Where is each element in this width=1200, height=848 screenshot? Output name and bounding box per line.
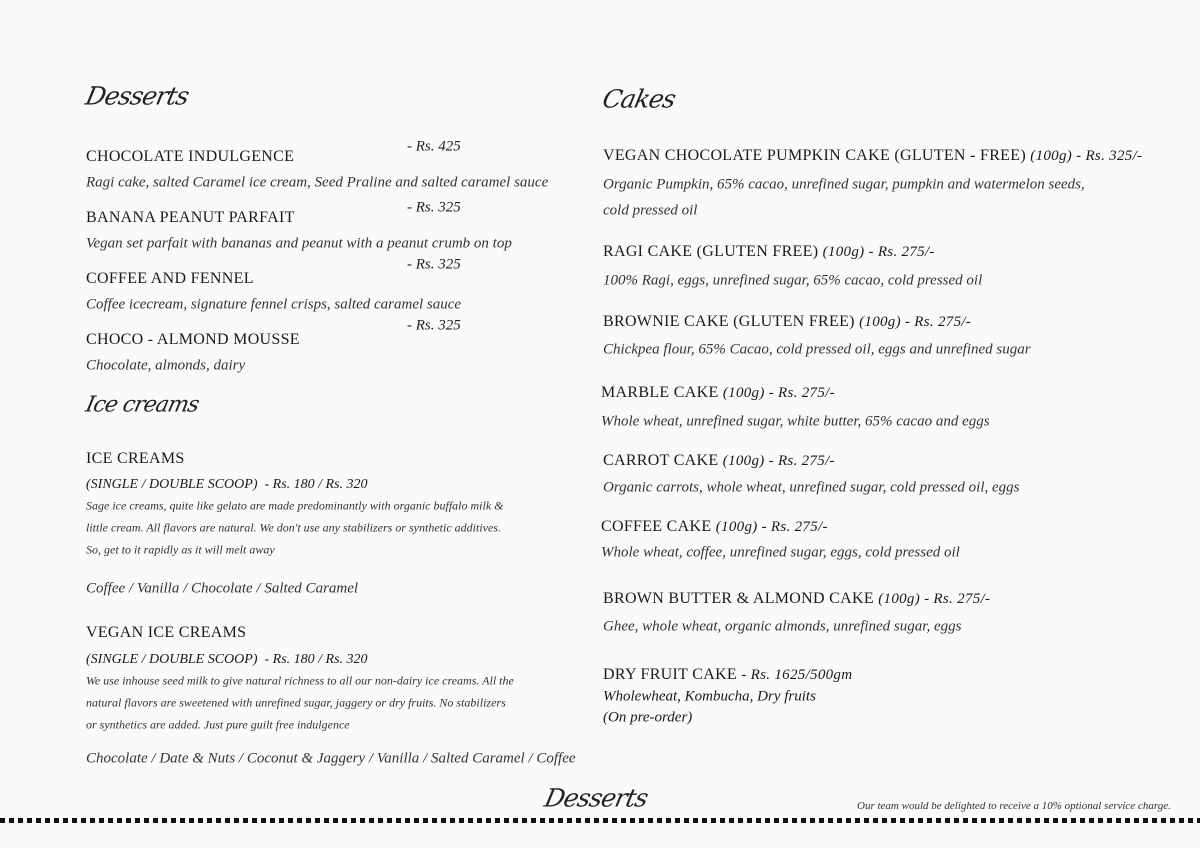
footer-section-title: Desserts bbox=[541, 783, 651, 813]
cake-desc: Organic Pumpkin, 65% cacao, unrefined sugar, pumpkin and watermelon seeds, bbox=[603, 176, 1085, 193]
cake-desc: 100% Ragi, eggs, unrefined sugar, 65% cacao, cold pressed oil bbox=[603, 272, 983, 289]
ice-cream-flavors: Chocolate / Date & Nuts / Coconut & Jaggery / Vanilla / Salted Caramel / Coffee bbox=[86, 750, 576, 767]
dessert-price: - Rs. 325 bbox=[407, 256, 461, 273]
cake-desc: Ghee, whole wheat, organic almonds, unrefined sugar, eggs bbox=[603, 618, 962, 635]
cake-name: COFFEE CAKE bbox=[601, 518, 712, 535]
cake-title bbox=[601, 384, 835, 402]
ice-cream-desc: little cream. All flavors are natural. We don't use any stabilizers or synthetic additives. bbox=[86, 520, 501, 535]
cake-price: (100g) - Rs. 275/- bbox=[722, 453, 835, 469]
ice-cream-name: VEGAN ICE CREAMS bbox=[86, 624, 247, 641]
scoop-label: (SINGLE / DOUBLE SCOOP) bbox=[86, 477, 258, 492]
cake-desc: Chickpea flour, 65% Cacao, cold pressed oil, eggs and unrefined sugar bbox=[603, 341, 1031, 358]
dessert-name: COFFEE AND FENNEL bbox=[86, 270, 254, 287]
cake-name: CARROT CAKE bbox=[603, 452, 719, 469]
cake-title bbox=[603, 666, 852, 684]
dessert-desc: Chocolate, almonds, dairy bbox=[86, 357, 246, 374]
cake-desc: (On pre-order) bbox=[603, 709, 693, 726]
cake-name: BROWNIE CAKE (GLUTEN FREE) bbox=[603, 313, 855, 330]
cake-desc: Whole wheat, unrefined sugar, white butter, 65% cacao and eggs bbox=[601, 413, 990, 430]
dessert-desc: Vegan set parfait with bananas and peanut with a peanut crumb on top bbox=[86, 235, 512, 252]
scoop-label: (SINGLE / DOUBLE SCOOP) bbox=[86, 652, 258, 667]
cake-desc: Organic carrots, whole wheat, unrefined sugar, cold pressed oil, eggs bbox=[603, 479, 1020, 496]
cake-name: RAGI CAKE (GLUTEN FREE) bbox=[603, 243, 819, 260]
ice-cream-desc: Sage ice creams, quite like gelato are made predominantly with organic buffalo milk & bbox=[86, 498, 504, 513]
scoop-price: - Rs. 180 / Rs. 320 bbox=[264, 477, 368, 492]
dessert-price: - Rs. 425 bbox=[407, 138, 461, 155]
scoop-price: - Rs. 180 / Rs. 320 bbox=[264, 652, 368, 667]
cakes-heading: Cakes bbox=[599, 84, 678, 114]
cake-name: BROWN BUTTER & ALMOND CAKE bbox=[603, 590, 874, 607]
cake-desc: Wholewheat, Kombucha, Dry fruits bbox=[603, 688, 816, 705]
ice-cream-name: ICE CREAMS bbox=[86, 450, 185, 467]
cake-price: (100g) - Rs. 275/- bbox=[859, 314, 972, 330]
cake-price: (100g) - Rs. 275/- bbox=[878, 591, 991, 607]
dotted-divider bbox=[0, 818, 1200, 823]
cake-title bbox=[603, 590, 990, 608]
cake-name: MARBLE CAKE bbox=[601, 384, 719, 401]
cake-title bbox=[603, 313, 971, 331]
dessert-price: - Rs. 325 bbox=[407, 317, 461, 334]
cake-price: (100g) - Rs. 275/- bbox=[715, 519, 828, 535]
ice-cream-desc: So, get to it rapidly as it will melt away bbox=[86, 542, 275, 557]
ice-cream-desc: or synthetics are added. Just pure guilt free indulgence bbox=[86, 717, 350, 732]
dessert-name: CHOCO - ALMOND MOUSSE bbox=[86, 331, 300, 348]
cake-desc: Whole wheat, coffee, unrefined sugar, eggs, cold pressed oil bbox=[601, 544, 960, 561]
service-charge-note: Our team would be delighted to receive a 10% optional service charge. bbox=[857, 800, 1171, 812]
cake-title bbox=[603, 452, 835, 470]
dessert-desc: Ragi cake, salted Caramel ice cream, Seed Praline and salted caramel sauce bbox=[86, 174, 549, 191]
ice-creams-heading: Ice creams bbox=[83, 392, 201, 418]
cake-price: (100g) - Rs. 275/- bbox=[722, 385, 835, 401]
cake-title bbox=[603, 243, 935, 261]
dessert-price: - Rs. 325 bbox=[407, 199, 461, 216]
desserts-heading: Desserts bbox=[82, 81, 192, 111]
dessert-name: CHOCOLATE INDULGENCE bbox=[86, 148, 295, 165]
cake-price: - Rs. 1625/500gm bbox=[741, 667, 853, 683]
dessert-name: BANANA PEANUT PARFAIT bbox=[86, 209, 295, 226]
cake-title bbox=[601, 518, 828, 536]
ice-cream-scoop bbox=[86, 477, 368, 493]
ice-cream-desc: natural flavors are sweetened with unrefined sugar, jaggery or dry fruits. No stabilizers bbox=[86, 695, 506, 710]
dessert-desc: Coffee icecream, signature fennel crisps, salted caramel sauce bbox=[86, 296, 462, 313]
cake-name: DRY FRUIT CAKE bbox=[603, 666, 737, 683]
cake-price: (100g) - Rs. 275/- bbox=[822, 244, 935, 260]
ice-cream-desc: We use inhouse seed milk to give natural richness to all our non-dairy ice creams. All the bbox=[86, 673, 514, 688]
ice-cream-scoop bbox=[86, 652, 368, 668]
ice-cream-flavors: Coffee / Vanilla / Chocolate / Salted Caramel bbox=[86, 580, 359, 597]
cake-title bbox=[603, 147, 1142, 165]
cake-name: VEGAN CHOCOLATE PUMPKIN CAKE (GLUTEN - FREE) bbox=[603, 147, 1026, 164]
cake-desc: cold pressed oil bbox=[603, 202, 698, 219]
cake-price: (100g) - Rs. 325/- bbox=[1030, 148, 1143, 164]
